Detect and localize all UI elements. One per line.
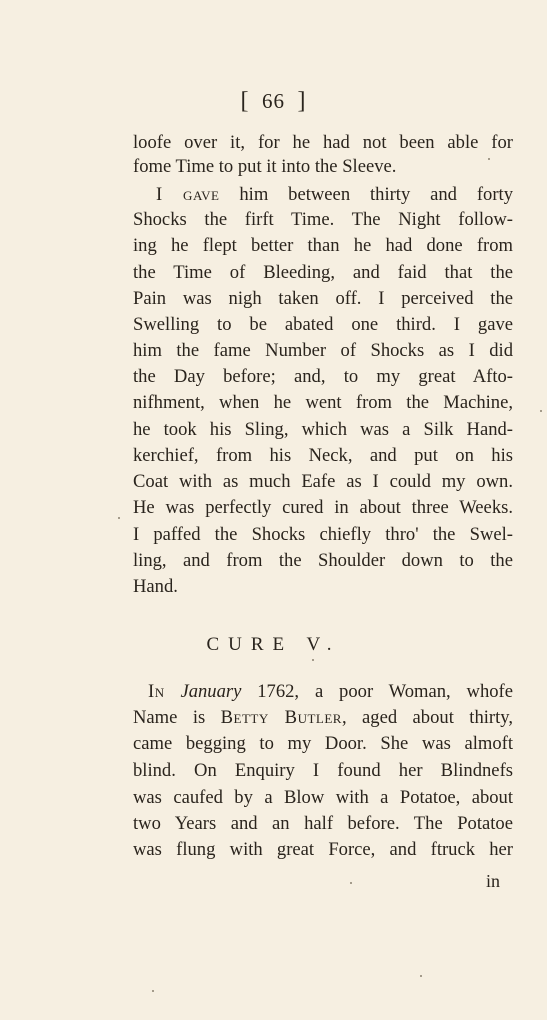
text-line: He was perfectly cured in about three Weeks. <box>133 497 513 518</box>
text-line: the Time of Bleeding, and faid that the <box>133 262 513 283</box>
text-line: was flung with great Force, and ftruck her <box>133 839 513 860</box>
line-text: 1762, a poor Woman, whofe <box>241 681 513 702</box>
paper-speck <box>420 975 422 977</box>
page-number-close-bracket: ] <box>297 88 307 114</box>
month-italic: January <box>180 681 242 702</box>
section-heading: CURE V. <box>206 634 341 655</box>
paper-speck <box>488 158 490 160</box>
text-line: Swelling to be abated one third. I gave <box>133 314 513 335</box>
paper-speck <box>350 882 352 884</box>
paper-speck <box>152 990 154 992</box>
text-line: came begging to my Door. She was almoft <box>133 733 513 754</box>
text-line: kerchief, from his Neck, and put on his <box>133 445 513 466</box>
text-line: was caufed by a Blow with a Potatoe, about <box>133 787 513 808</box>
page-number <box>0 88 547 115</box>
page-number-open-bracket: [ <box>240 88 250 114</box>
text-line: ling, and from the Shoulder down to the <box>133 550 513 571</box>
text-line: loofe over it, for he had not been able for <box>133 132 513 153</box>
line-text: him between thirty and forty <box>219 184 513 205</box>
line-text: , aged about thirty, <box>341 707 513 728</box>
text-line: nifhment, when he went from the Machine, <box>133 392 513 413</box>
text-line: Hand. <box>133 576 178 597</box>
line-text: Name is <box>133 707 221 728</box>
paper-speck <box>540 410 542 412</box>
text-line: fome Time to put it into the Sleeve. <box>133 156 397 177</box>
paragraph-first-line <box>156 183 513 207</box>
text-line: Shocks the firft Time. The Night follow- <box>133 209 513 230</box>
paper-speck <box>312 659 314 661</box>
paper-speck <box>118 517 120 519</box>
text-line: him the fame Number of Shocks as I did <box>133 340 513 361</box>
text-line: blind. On Enquiry I found her Blindnefs <box>133 760 513 781</box>
text-line: Coat with as much Eafe as I could my own. <box>133 471 513 492</box>
catchword: in <box>486 871 501 891</box>
text-line <box>133 706 513 730</box>
person-name: Betty Butler <box>220 707 342 728</box>
paragraph-first-line <box>148 680 513 704</box>
text-line: he took his Sling, which was a Silk Hand- <box>133 419 513 440</box>
text-line: I paffed the Shocks chiefly thro' the Swel- <box>133 524 513 545</box>
text-line: ing he flept better than he had done from <box>133 235 513 256</box>
lead-caps: In <box>148 681 165 702</box>
text-line: Pain was nigh taken off. I perceived the <box>133 288 513 309</box>
page-number-value: 66 <box>262 89 285 113</box>
lead-caps: I gave <box>156 184 220 205</box>
text-line: the Day before; and, to my great Afto- <box>133 366 513 387</box>
text-line: two Years and an half before. The Potatoe <box>133 813 513 834</box>
